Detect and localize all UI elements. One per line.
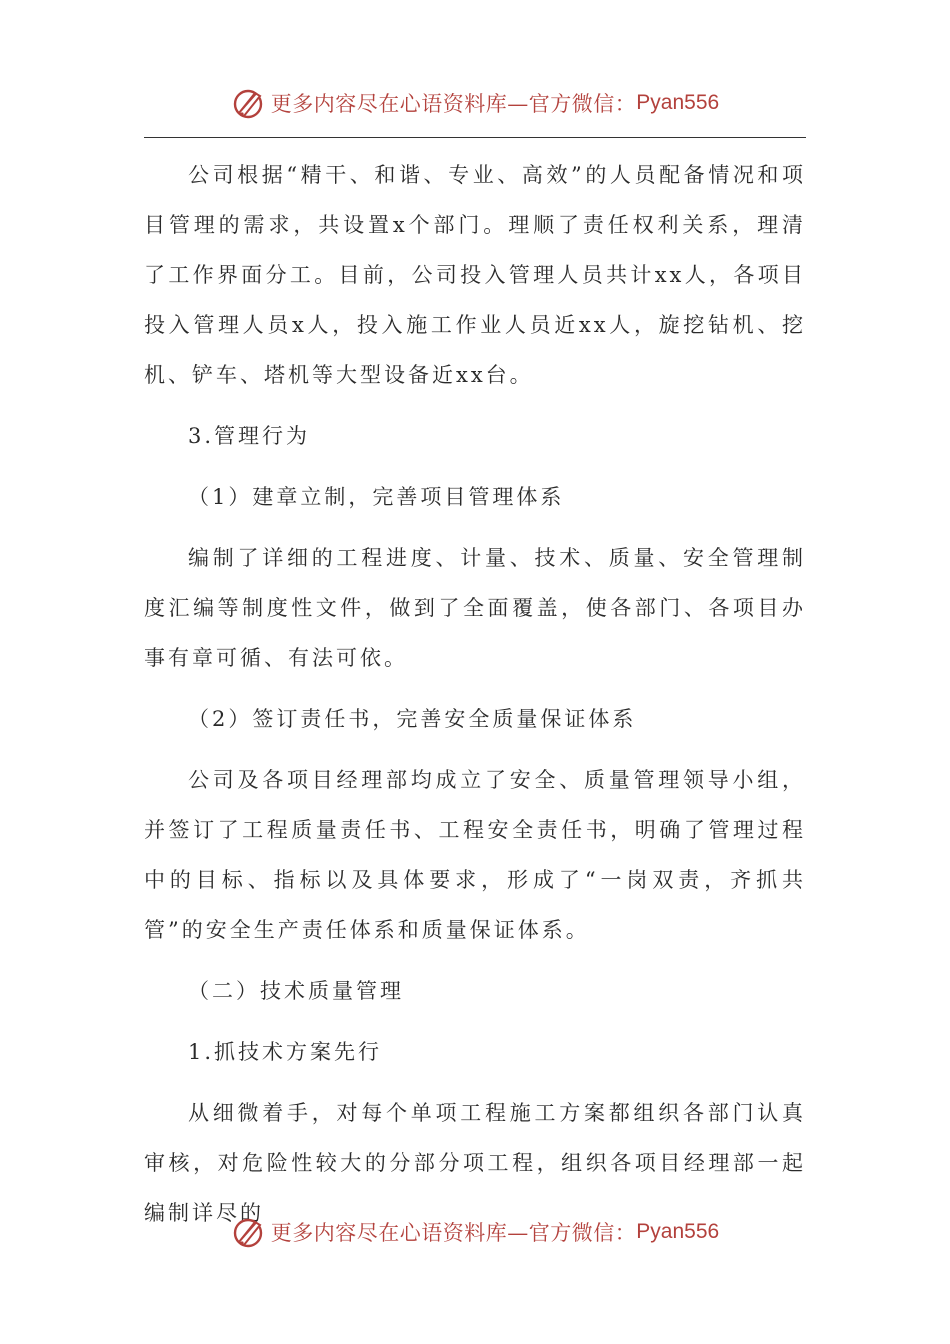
heading-technical-quality: （二）技术质量管理 [188, 979, 404, 1003]
paragraph-staffing: 公司根据“精干、和谐、专业、高效”的人员配备情况和项目管理的需求，共设置x个部门。理顺了责任权利关系，理清了工作界面分工。目前，公司投入管理人员共计xx人，各项目投入管理人员x人，投入施工作业人员近xx人，旋挖钻机、挖机、铲车、塔机等大型设备近xx台。 [144, 163, 806, 387]
banner-text: 更多内容尽在心语资料库—官方微信： [270, 92, 637, 116]
header-banner [0, 80, 950, 126]
heading-management-behavior: 3.管理行为 [188, 424, 311, 448]
paragraph-responsibility: 公司及各项目经理部均成立了安全、质量管理领导小组，并签订了工程质量责任书、工程安全责任书，明确了管理过程中的目标、指标以及具体要求，形成了“一岗双责，齐抓共管”的安全生产责任体系和质量保证体系。 [144, 768, 806, 942]
footer-banner [0, 1209, 950, 1255]
pen-logo-icon [231, 1214, 267, 1250]
paragraph-rules: 编制了详细的工程进度、计量、技术、质量、安全管理制度汇编等制度性文件，做到了全面覆盖，使各部门、各项目办事有章可循、有法可依。 [144, 546, 806, 670]
heading-technical-plan: 1.抓技术方案先行 [188, 1040, 383, 1064]
document-body [144, 150, 806, 1238]
heading-rules-system: （1）建章立制，完善项目管理体系 [188, 485, 565, 509]
heading-responsibility: （2）签订责任书，完善安全质量保证体系 [188, 707, 637, 731]
banner-wechat-id: Pyan556 [636, 91, 720, 114]
banner-wechat-id: Pyan556 [636, 1220, 720, 1243]
banner-text: 更多内容尽在心语资料库—官方微信： [270, 1221, 637, 1245]
paragraph-technical-plan: 从细微着手，对每个单项工程施工方案都组织各部门认真审核，对危险性较大的分部分项工程，组织各项目经理部一起编制详尽的 [144, 1101, 806, 1225]
pen-logo-icon [231, 85, 267, 121]
header-divider [144, 137, 806, 138]
